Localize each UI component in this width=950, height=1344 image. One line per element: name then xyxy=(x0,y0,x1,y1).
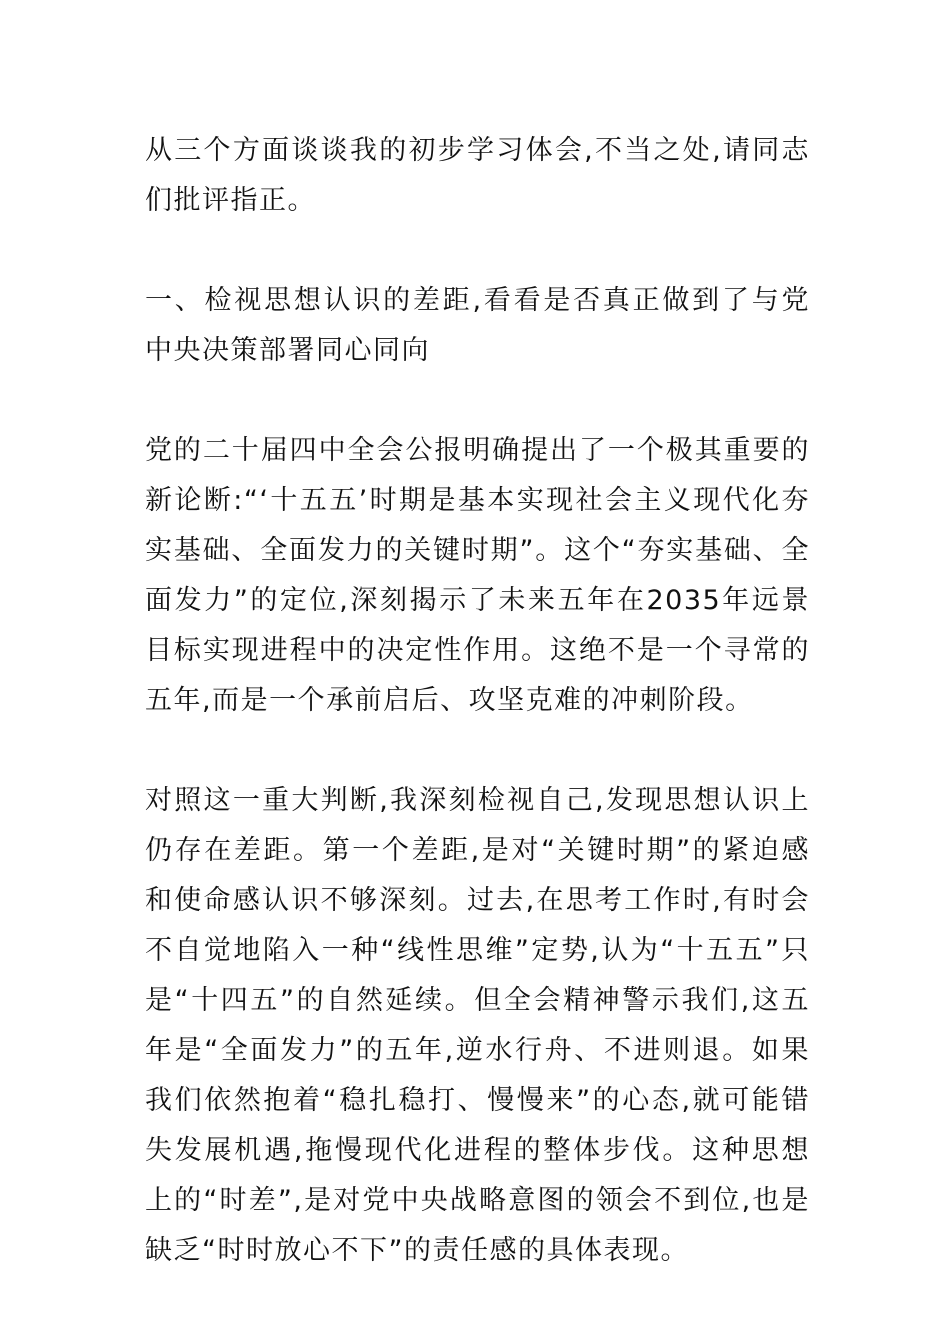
section-heading-1: 一、检视思想认识的差距,看看是否真正做到了与党中央决策部署同心同向 xyxy=(145,285,810,366)
paragraph-intro: 从三个方面谈谈我的初步学习体会,不当之处,请同志们批评指正。 xyxy=(145,135,810,216)
document-body xyxy=(145,126,810,1276)
paragraph-plenum: 党的二十届四中全会公报明确提出了一个极其重要的新论断:“‘十五五’时期是基本实现社会主义现代化夯实基础、全面发力的关键时期”。这个“夯实基础、全面发力”的定位,深刻揭示了未来五年在2035年远景目标实现进程中的决定性作用。这绝不是一个寻常的五年,而是一个承前启后、攻坚克难的冲刺阶段。 xyxy=(145,435,810,716)
paragraph-self-review: 对照这一重大判断,我深刻检视自己,发现思想认识上仍存在差距。第一个差距,是对“关键时期”的紧迫感和使命感认识不够深刻。过去,在思考工作时,有时会不自觉地陷入一种“线性思维”定势,认为“十五五”只是“十四五”的自然延续。但全会精神警示我们,这五年是“全面发力”的五年,逆水行舟、不进则退。如果我们依然抱着“稳扎稳打、慢慢来”的心态,就可能错失发展机遇,拖慢现代化进程的整体步伐。这种思想上的“时差”,是对党中央战略意图的领会不到位,也是缺乏“时时放心不下”的责任感的具体表现。 xyxy=(145,785,810,1266)
